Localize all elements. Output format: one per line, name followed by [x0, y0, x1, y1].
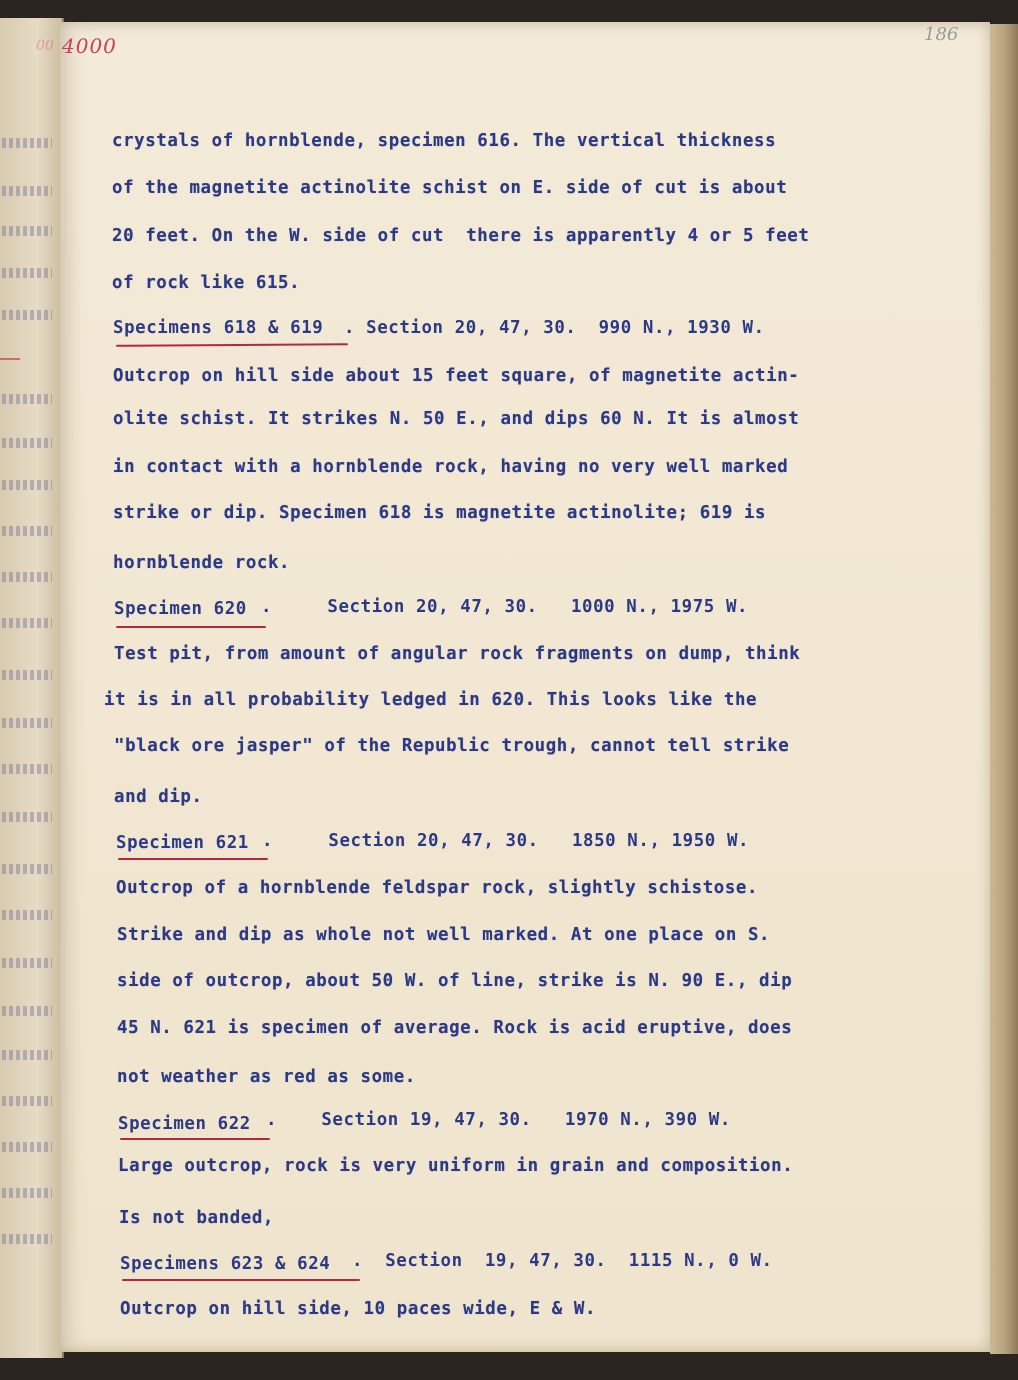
heading-underline [122, 1279, 360, 1281]
show-through-text [2, 1188, 52, 1198]
page-stamp-number: 4000 [62, 34, 117, 58]
heading-underline [120, 1138, 270, 1140]
heading-underline [116, 626, 266, 628]
entry-location: . Section 20, 47, 30. 990 N., 1930 W. [344, 318, 765, 338]
entry-heading: Specimen 620 [114, 599, 247, 619]
body-line: strike or dip. Specimen 618 is magnetite actinolite; 619 is [113, 503, 767, 523]
body-line: hornblende rock. [113, 553, 291, 573]
show-through-text [2, 1142, 52, 1152]
entry-location: . Section 19, 47, 30. 1115 N., 0 W. [352, 1251, 773, 1271]
show-through-text [2, 186, 52, 196]
entry-location: . Section 19, 47, 30. 1970 N., 390 W. [266, 1110, 731, 1130]
body-line: crystals of hornblende, specimen 616. The vertical thickness [112, 131, 777, 151]
page-stack-edge [990, 24, 1018, 1354]
show-through-text [2, 1234, 52, 1244]
body-line: side of outcrop, about 50 W. of line, strike is N. 90 E., dip [117, 971, 793, 991]
show-through-text [2, 812, 52, 822]
show-through-text [2, 138, 52, 148]
show-through-text [2, 1050, 52, 1060]
show-through-text [2, 764, 52, 774]
facing-page-edge [0, 18, 64, 1358]
entry-location: . Section 20, 47, 30. 1000 N., 1975 W. [261, 597, 749, 617]
entry-heading: Specimens 618 & 619 [113, 318, 324, 338]
show-through-text [2, 1096, 52, 1106]
faded-stamp-prefix: 00 [36, 38, 54, 54]
folio-number: 186 [924, 24, 959, 45]
body-line: Is not banded, [119, 1208, 274, 1228]
entry-heading: Specimen 621 [116, 833, 249, 853]
body-line: 45 N. 621 is specimen of average. Rock is acid eruptive, does [117, 1018, 793, 1038]
document-page [60, 22, 990, 1352]
show-through-text [2, 226, 52, 236]
show-through-text [2, 394, 52, 404]
show-through-text [2, 718, 52, 728]
red-margin-mark [0, 358, 20, 360]
entry-location: . Section 20, 47, 30. 1850 N., 1950 W. [262, 831, 750, 851]
show-through-text [2, 438, 52, 448]
body-line: 20 feet. On the W. side of cut there is apparently 4 or 5 feet [112, 226, 810, 246]
show-through-text [2, 268, 52, 278]
body-line: it is in all probability ledged in 620. This looks like the [104, 690, 758, 710]
body-line: Outcrop on hill side about 15 feet square, of magnetite actin- [113, 366, 800, 386]
show-through-text [2, 864, 52, 874]
show-through-text [2, 958, 52, 968]
body-line: of the magnetite actinolite schist on E. side of cut is about [112, 178, 788, 198]
body-line: not weather as red as some. [117, 1067, 416, 1087]
body-line: olite schist. It strikes N. 50 E., and dips 60 N. It is almost [113, 409, 800, 429]
body-line: and dip. [114, 787, 203, 807]
show-through-text [2, 670, 52, 680]
entry-heading: Specimen 622 [118, 1114, 251, 1134]
show-through-text [2, 910, 52, 920]
body-line: Outcrop on hill side, 10 paces wide, E & W. [120, 1299, 597, 1319]
body-line: Test pit, from amount of angular rock fragments on dump, think [114, 644, 801, 664]
show-through-text [2, 526, 52, 536]
heading-underline [118, 858, 268, 860]
body-line: Strike and dip as whole not well marked. At one place on S. [117, 925, 771, 945]
show-through-text [2, 480, 52, 490]
show-through-text [2, 572, 52, 582]
body-line: of rock like 615. [112, 273, 301, 293]
body-line: "black ore jasper" of the Republic trough, cannot tell strike [114, 736, 790, 756]
show-through-text [2, 310, 52, 320]
show-through-text [2, 1006, 52, 1016]
body-line: Outcrop of a hornblende feldspar rock, slightly schistose. [116, 878, 759, 898]
body-line: Large outcrop, rock is very uniform in grain and composition. [118, 1156, 794, 1176]
body-line: in contact with a hornblende rock, having no very well marked [113, 457, 789, 477]
show-through-text [2, 618, 52, 628]
entry-heading: Specimens 623 & 624 [120, 1254, 331, 1274]
